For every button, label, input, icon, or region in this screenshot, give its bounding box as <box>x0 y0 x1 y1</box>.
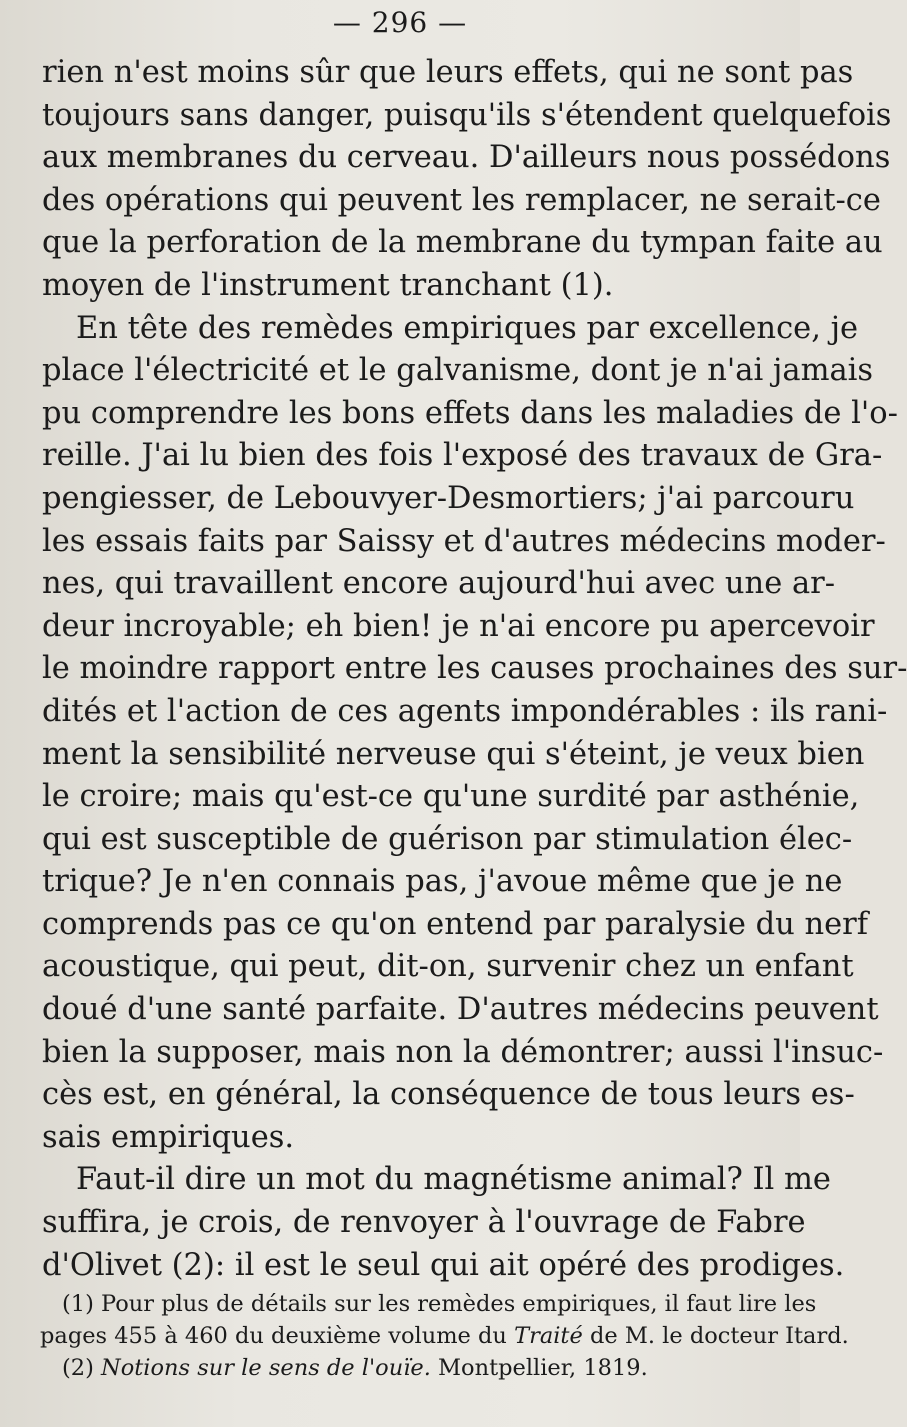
text-line: aux membranes du cerveau. D'ailleurs nous possédons <box>42 140 891 176</box>
text-line: ment la sensibilité nerveuse qui s'éteint, je veux bien <box>42 736 865 772</box>
paragraph-3 <box>42 1159 845 1287</box>
footnote-1-line: (1) Pour plus de détails sur les remèdes empiriques, il faut lire les <box>62 1291 817 1317</box>
text-line: place l'électricité et le galvanisme, dont je n'ai jamais <box>42 353 874 389</box>
text-line: nes, qui travaillent encore aujourd'hui avec une ar- <box>42 566 836 602</box>
footnote-italic-title: Notions sur le sens de l'ouïe. <box>101 1355 431 1381</box>
footnote-text: Montpellier, 1819. <box>430 1355 648 1381</box>
footnote-text: de M. le docteur Itard. <box>582 1323 849 1349</box>
body-text <box>42 52 907 1287</box>
text-line: toujours sans danger, puisqu'ils s'étendent quelquefois <box>42 97 892 133</box>
text-line: cès est, en général, la conséquence de tous leurs es- <box>42 1077 855 1113</box>
text-line: bien la supposer, mais non la démontrer; aussi l'insuc- <box>42 1034 884 1070</box>
text-line: d'Olivet (2): il est le seul qui ait opéré des prodiges. <box>42 1247 845 1283</box>
text-line: sais empiriques. <box>42 1119 295 1155</box>
text-line: pu comprendre les bons effets dans les maladies de l'o- <box>42 395 898 431</box>
footnote-text: pages 455 à 460 du deuxième volume du <box>40 1323 515 1349</box>
text-line: trique? Je n'en connais pas, j'avoue même que je ne <box>42 864 843 900</box>
footnotes <box>40 1288 849 1384</box>
footnote-italic-title: Traité <box>514 1323 583 1349</box>
text-line: comprends pas ce qu'on entend par paralysie du nerf <box>42 906 869 942</box>
text-line: des opérations qui peuvent les remplacer, ne serait-ce <box>42 182 881 218</box>
text-line: doué d'une santé parfaite. D'autres médecins peuvent <box>42 992 879 1028</box>
text-line: dités et l'action de ces agents impondérables : ils rani- <box>42 693 888 729</box>
footnote-2-line <box>40 1352 770 1384</box>
text-line: rien n'est moins sûr que leurs effets, qui ne sont pas <box>42 55 854 90</box>
text-line: deur incroyable; eh bien! je n'ai encore pu apercevoir <box>42 608 875 644</box>
text-line: les essais faits par Saissy et d'autres médecins moder- <box>42 523 886 559</box>
footnote-1-line <box>40 1320 849 1352</box>
text-line: En tête des remèdes empiriques par excellence, je <box>76 310 859 346</box>
text-line: pengiesser, de Lebouvyer-Desmortiers; j'ai parcouru <box>42 480 855 516</box>
paragraph-2 <box>42 308 907 1160</box>
paragraph-1 <box>42 52 892 308</box>
text-line: Faut-il dire un mot du magnétisme animal? Il me <box>76 1162 831 1198</box>
page-number: — 296 — <box>332 6 468 39</box>
footnote-marker: (2) <box>62 1355 102 1381</box>
text-line: suffira, je crois, de renvoyer à l'ouvrage de Fabre <box>42 1205 806 1241</box>
text-line: que la perforation de la membrane du tympan faite au <box>42 225 883 261</box>
text-line: acoustique, qui peut, dit-on, survenir chez un enfant <box>42 949 854 985</box>
text-line: moyen de l'instrument tranchant (1). <box>42 267 614 303</box>
text-line: reille. J'ai lu bien des fois l'exposé des travaux de Gra- <box>42 438 883 474</box>
text-line: le croire; mais qu'est-ce qu'une surdité par asthénie, <box>42 779 860 815</box>
text-line: le moindre rapport entre les causes prochaines des sur- <box>42 651 907 687</box>
text-line: qui est susceptible de guérison par stimulation élec- <box>42 821 853 857</box>
